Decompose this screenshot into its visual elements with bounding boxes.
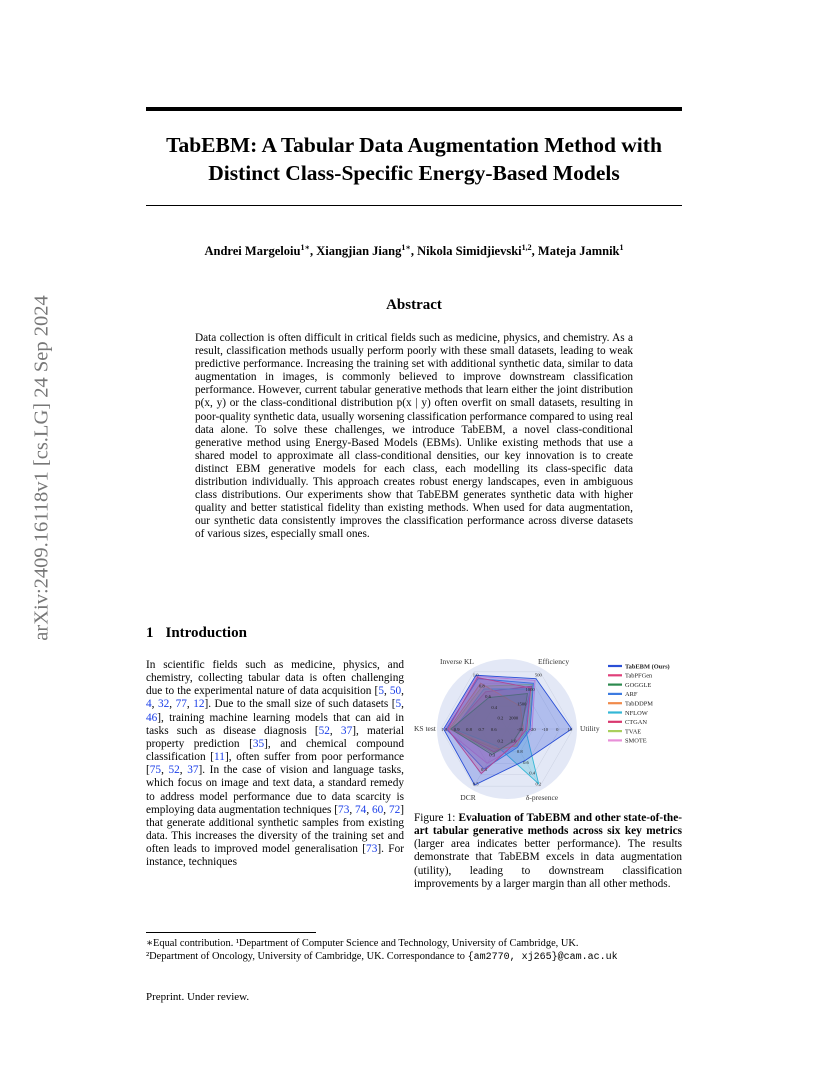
citation-link[interactable]: 32 <box>157 698 170 711</box>
radar-tick-label: 1000 <box>525 686 535 692</box>
radar-tick-label: 0.8 <box>516 749 523 755</box>
citation-link[interactable]: 4 <box>146 698 152 711</box>
radar-tick-label: 0.6 <box>490 727 497 732</box>
citation-link[interactable]: 52 <box>168 764 180 777</box>
author-affiliation-mark: 1 <box>619 243 624 252</box>
radar-tick-label: 0.6 <box>485 694 491 700</box>
footnote-affiliation: ²Department of Oncology, University of Cambridge, UK. Correspondance to <box>146 951 468 962</box>
citation-link[interactable]: 72 <box>388 803 401 816</box>
radar-tick-label: -10 <box>541 727 549 732</box>
radar-tick-label: 0.2 <box>497 738 504 744</box>
caption-label: Figure 1: <box>414 812 459 824</box>
figure-1-radar-chart <box>410 654 685 804</box>
legend-entry: SMOTE <box>625 737 647 745</box>
title-line-1: TabEBM: A Tabular Data Augmentation Method with <box>166 133 662 157</box>
author-name: Andrei Margeloiu <box>204 244 301 259</box>
radar-tick-label: 0.5 <box>472 781 479 787</box>
legend-entry: TVAE <box>625 728 642 736</box>
legend-entry: NFLOW <box>625 709 648 717</box>
radar-tick-label: 1.0 <box>472 672 479 678</box>
radar-tick-label: 0.3 <box>489 752 496 758</box>
radar-chart-svg <box>410 654 685 804</box>
radar-tick-label: 0 <box>556 727 559 732</box>
radar-tick-label: 0.9 <box>453 727 460 732</box>
arxiv-sidebar <box>28 290 56 646</box>
radar-tick-label: 10 <box>567 727 572 732</box>
footnote-line-2 <box>146 950 686 964</box>
radar-axis-label: Efficiency <box>538 657 570 666</box>
legend-entry: GOGGLE <box>625 681 652 689</box>
citation-link[interactable]: 5 <box>395 698 402 711</box>
radar-tick-label: 0.8 <box>466 727 472 732</box>
top-thick-rule <box>146 107 682 111</box>
radar-tick-label: 0.6 <box>523 759 529 765</box>
author-affiliation-mark: 1,2 <box>521 243 532 252</box>
legend-entry: TabPFGen <box>625 672 653 680</box>
preprint-note: Preprint. Under review. <box>146 991 250 1003</box>
legend-entry: TabEBM (Ours) <box>625 663 670 671</box>
arxiv-identifier[interactable]: arXiv:2409.16118v1 [cs.LG] 24 Sep 2024 <box>30 295 53 641</box>
radar-axis-label: Utility <box>580 724 600 733</box>
radar-axis-label: DCR <box>460 793 476 802</box>
radar-tick-label: 0.4 <box>529 770 536 776</box>
radar-tick-label: 1.0 <box>510 738 517 744</box>
radar-axis-label: KS test <box>414 724 436 733</box>
citation-link[interactable]: 37 <box>340 724 353 737</box>
title-line-2: Distinct Class-Specific Energy-Based Models <box>208 161 620 185</box>
citation-link[interactable]: 37 <box>187 764 199 777</box>
radar-tick-label: 0.7 <box>478 727 485 732</box>
abstract-heading: Abstract <box>386 297 442 313</box>
section-number: 1 <box>146 625 154 641</box>
footnote-line-1: ∗Equal contribution. ¹Department of Computer Science and Technology, University of Cambridge, UK. <box>146 938 579 949</box>
radar-tick-label: 500 <box>534 672 542 678</box>
radar-axis-label: δ-presence <box>525 793 559 802</box>
author-list: Andrei Margeloiu$^{1∗}$, Xiangjian Jiang$^{1∗}$, Nikola Simidjievski$^{1,2}$, Mateja Jamnik$^1$ <box>204 243 624 259</box>
citation-link[interactable]: 73 <box>366 843 378 856</box>
caption-bold: Evaluation of TabEBM and other state-of-the-art tabular generative methods across six key metrics <box>414 812 682 838</box>
citation-link[interactable]: 46 <box>146 711 158 724</box>
citation-link[interactable]: 11 <box>214 751 225 764</box>
abstract-text: Data collection is often difficult in critical fields such as medicine, physics, and chemistry. As a result, classification methods usually perform poorly with these small datasets, leading to weak predictive performance. Increasing the training set with additional synthetic data, similar to data augmentation in images, is commonly believed to improve downstream classification performance. However, current tabular generative methods that learn either the joint distribution p(x, y) or the class-conditional distribution p(x | y) often overfit on small datasets, resulting in poor-quality synthetic data, usually worsening classification performance compared to using real data alone. To solve these challenges, we introduce TabEBM, a novel class-conditional generative method using Energy-Based Models (EBMs). Unlike existing methods that use a shared model to approximate all class-conditional densities, our key innovation is to create distinct EBM generative models for each class, each modelling its class-specific data distribution individually. This approach creates robust energy landscapes, even in ambiguous class distributions. Our experiments show that TabEBM generates synthetic data with higher quality and better statistical fidelity than existing methods. When used for data augmentation, our synthetic data consistently improves the classification performance across diverse datasets of various sizes, especially small ones. <box>195 332 633 541</box>
citation-link[interactable]: 35 <box>252 737 265 750</box>
author-affiliation-mark: 1∗ <box>401 243 411 252</box>
paper-title <box>120 131 708 187</box>
radar-tick-label: 0.2 <box>497 715 504 721</box>
radar-tick-label: 0.2 <box>535 781 542 787</box>
radar-tick-label: 0.8 <box>478 683 485 689</box>
radar-tick-label: 0.4 <box>481 767 487 773</box>
citation-link[interactable]: 5 <box>378 685 384 698</box>
radar-tick-label: 1.0 <box>441 727 448 732</box>
author-name: Mateja Jamnik <box>537 244 620 259</box>
radar-tick-label: 1500 <box>517 701 527 707</box>
citation-link[interactable]: 73 <box>338 803 350 816</box>
author-name: Xiangjian Jiang <box>316 244 402 259</box>
radar-tick-label: -20 <box>529 727 536 732</box>
author-name: Nikola Simidjievski <box>417 244 522 259</box>
citation-link[interactable]: 52 <box>318 724 330 737</box>
figure-1-caption <box>414 812 682 891</box>
footnote-rule <box>146 932 316 933</box>
introduction-paragraph: In scientific fields such as medicine, physics, and chemistry, collecting tabular data is often challenging due to the experimental nature of data acquisition [5, 50, 4, 32, 77, 12]. Due to the small size of such datasets [5, 46], training machine learning models that can aid in tasks such as disease diagnosis [52, 37], material property prediction [35], and chemical compound classification [11], often suffer from poor performance [75, 52, 37]. In the case of vision and language tasks, which focus on image and text data, a standard remedy to address model performance due to data scarcity is employing data augmentation techniques [73, 74, 60, 72] that generate additional synthetic samples from existing data. This increases the diversity of the training set and often leads to improved model generalisation [73]. For instance, techniques <box>146 659 405 869</box>
author-affiliation-mark: 1∗ <box>300 243 310 252</box>
legend-entry: CTGAN <box>625 719 648 727</box>
title-bottom-rule <box>146 205 682 206</box>
legend-entry: ARF <box>625 691 638 699</box>
radar-tick-label: 2000 <box>509 715 519 721</box>
citation-link[interactable]: 60 <box>371 803 384 816</box>
correspondence-email[interactable]: {am2770, xj265}@cam.ac.uk <box>467 952 618 963</box>
citation-link[interactable]: 12 <box>193 698 205 711</box>
radar-tick-label: 0.4 <box>491 704 498 710</box>
section-heading-introduction <box>146 625 247 642</box>
radar-axis-label: Inverse KL <box>440 657 474 666</box>
citation-link[interactable]: 75 <box>149 764 162 777</box>
citation-link[interactable]: 74 <box>355 803 367 816</box>
citation-link[interactable]: 77 <box>175 698 187 711</box>
legend-entry: TabDDPM <box>625 700 653 708</box>
citation-link[interactable]: 50 <box>389 685 402 698</box>
caption-text: (larger area indicates better performance). The results demonstrate that TabEBM excels in data augmentation (utility), leading to downstream classification improvements by a larger margin than all other methods. <box>414 838 682 890</box>
footnote <box>146 937 686 964</box>
section-title: Introduction <box>165 625 247 641</box>
radar-tick-label: -30 <box>517 727 524 732</box>
